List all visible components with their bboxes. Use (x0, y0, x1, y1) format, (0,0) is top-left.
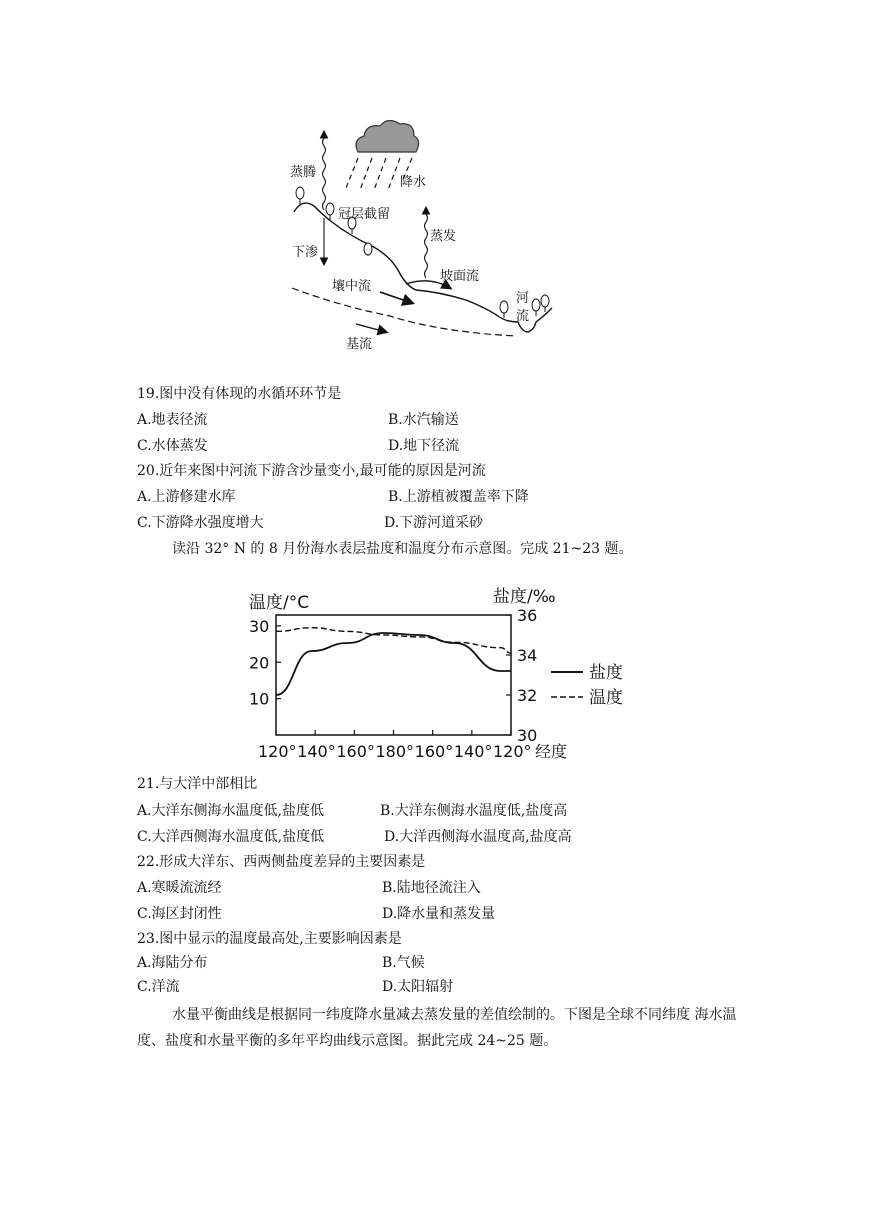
q22-option-c[interactable]: C.海区封闭性 (137, 906, 222, 922)
q20-option-a[interactable]: A.上游修建水库 (137, 489, 236, 505)
x-axis-label: 经度 (535, 742, 568, 761)
y-axis-label-right: 盐度/‰ (493, 587, 556, 607)
interflow-arrow (380, 292, 412, 303)
q23-option-d[interactable]: D.太阳辐射 (382, 979, 454, 995)
label-heliu-1: 河 (516, 291, 530, 306)
y-left-tick-label: 20 (249, 653, 270, 673)
x-tick-label: 160° (336, 742, 375, 761)
q22-option-a[interactable]: A.寒暖流流经 (137, 880, 222, 896)
q19-option-d[interactable]: D.地下径流 (388, 438, 460, 454)
cloud-icon (356, 120, 419, 152)
label-pomianliu: 坡面流 (440, 269, 480, 284)
label-rangzhongliu: 壤中流 (332, 279, 372, 294)
q20-option-d[interactable]: D.下游河道采砂 (384, 515, 484, 531)
label-guanceng: 冠层截留 (338, 207, 391, 222)
q19-option-a[interactable]: A.地表径流 (137, 412, 208, 428)
y-right-tick-label: 30 (517, 726, 538, 745)
q23-option-b[interactable]: B.气候 (382, 955, 425, 971)
legend-label: 温度 (589, 688, 623, 708)
q20-stem: 20.近年来图中河流下游含沙量变小,最可能的原因是河流 (137, 463, 486, 479)
q19-option-b[interactable]: B.水汽输送 (388, 412, 459, 428)
y-right-tick-label: 36 (517, 606, 538, 625)
transpiration-arrow (323, 132, 326, 210)
q21-option-c[interactable]: C.大洋西侧海水温度低,盐度低 (137, 829, 325, 845)
q19-option-c[interactable]: C.水体蒸发 (137, 438, 208, 454)
x-tick-label: 180° (375, 742, 415, 761)
q20-option-c[interactable]: C.下游降水强度增大 (137, 515, 264, 531)
label-zhengteng: 蒸腾 (290, 165, 317, 180)
series-line-temperature (276, 628, 511, 653)
x-tick-label: 160° (414, 742, 454, 761)
y-left-tick-label: 10 (249, 689, 270, 709)
legend-label: 盐度 (589, 663, 623, 683)
q21-option-d[interactable]: D.大洋西侧海水温度高,盐度高 (384, 829, 572, 845)
q21-option-a[interactable]: A.大洋东侧海水温度低,盐度低 (137, 803, 325, 819)
intro-24-25-line1: 水量平衡曲线是根据同一纬度降水量减去蒸发量的差值绘制的。下图是全球不同纬度 海水温 (172, 1007, 737, 1023)
baseflow-line (292, 288, 516, 336)
x-tick-label: 120° (493, 742, 532, 761)
label-jiliu: 基流 (346, 337, 373, 352)
q20-option-b[interactable]: B.上游植被覆盖率下降 (388, 489, 529, 505)
x-tick-label: 140° (297, 742, 336, 761)
q23-option-c[interactable]: C.洋流 (137, 979, 180, 995)
tree-icons (296, 187, 549, 318)
q21-option-b[interactable]: B.大洋东侧海水温度低,盐度高 (380, 803, 568, 819)
slope-surface (294, 203, 552, 332)
intro-21-23: 读沿 32° N 的 8 月份海水表层盐度和温度分布示意图。完成 21~23 题。 (172, 541, 633, 557)
y-right-tick-label: 32 (517, 686, 538, 705)
q22-stem: 22.形成大洋东、西两侧盐度差异的主要因素是 (137, 854, 426, 870)
label-heliu-2: 流 (516, 309, 530, 324)
y-right-tick-label: 34 (517, 646, 538, 665)
baseflow-arrow (356, 324, 386, 332)
label-zhengfa: 蒸发 (430, 229, 457, 244)
label-xiashen: 下渗 (292, 245, 319, 260)
y-left-tick-label: 30 (249, 616, 270, 636)
label-jiangshui: 降水 (400, 175, 427, 190)
x-tick-label: 140° (453, 742, 493, 761)
q23-option-a[interactable]: A.海陆分布 (137, 955, 208, 971)
water-cycle-diagram (280, 110, 570, 355)
q23-stem: 23.图中显示的温度最高处,主要影响因素是 (137, 931, 402, 947)
intro-24-25-line2: 度、盐度和水量平衡的多年平均曲线示意图。据此完成 24~25 题。 (137, 1033, 558, 1049)
q22-option-b[interactable]: B.陆地径流注入 (382, 880, 481, 896)
series-line-salinity (276, 633, 511, 695)
salinity-temperature-chart (245, 578, 635, 763)
y-axis-label-left: 温度/°C (249, 593, 310, 613)
q21-stem: 21.与大洋中部相比 (137, 776, 258, 792)
evaporation-arrow (425, 208, 428, 278)
q19-stem: 19.图中没有体现的水循环环节是 (137, 386, 342, 402)
x-tick-label: 120° (258, 742, 297, 761)
q22-option-d[interactable]: D.降水量和蒸发量 (382, 906, 496, 922)
